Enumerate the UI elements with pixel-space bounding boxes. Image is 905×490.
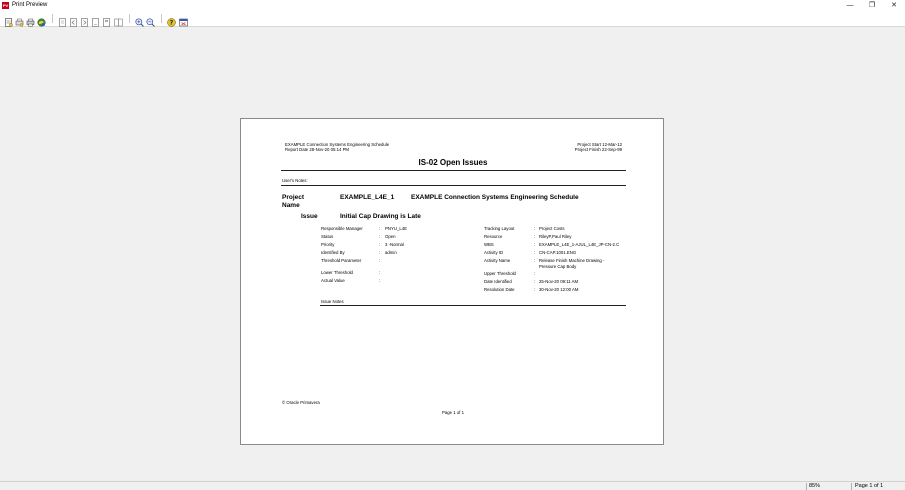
field-label: Priority [321,242,335,247]
last-page-icon [91,18,100,27]
project-id: EXAMPLE_L4E_1 [340,194,395,201]
zoom-out-icon [146,18,155,27]
field-value: Release Finish Machine Drawing - [539,258,605,263]
field-colon: : [534,279,536,284]
field-colon: : [379,258,381,263]
next-page-icon [80,18,89,27]
status-separator [851,483,852,490]
field-label: Actual Value [321,278,345,283]
zoom-in-icon [135,18,144,27]
field-value: 25-Nov-20 09:11 AM [539,279,579,284]
field-value: Open [385,234,396,239]
issue-label: Issue [301,213,318,220]
footer-copyright: © Oracle Primavera [282,400,320,405]
field-label: Status [321,234,334,239]
previous-page-button[interactable] [69,14,78,23]
print-setup-icon [15,18,24,27]
project-start: Project Start 12-Mar-12 [577,142,622,147]
help-icon [167,18,176,27]
field-colon: : [534,226,536,231]
field-value: 3 -Normal [385,242,404,247]
field-colon: : [379,270,381,275]
publish-icon [37,18,46,27]
status-bar [0,481,905,490]
preview-workspace[interactable] [0,28,905,480]
one-page-icon [102,18,111,27]
project-label: Project Name [282,194,305,209]
field-value: RileyP,Paul Riley [539,234,572,239]
toolbar-separator [161,14,162,23]
field-colon: : [534,271,536,276]
issue-notes-rule [320,305,626,306]
minimize-icon: — [846,2,854,9]
window-title: Print Preview [12,2,48,8]
multi-page-button[interactable] [114,14,123,23]
field-value: Project Costs [539,226,565,231]
app-icon: PV [2,3,9,8]
report-page [240,118,664,445]
project-finish: Project Finish 22-Sep-99 [574,147,622,152]
field-value: PNYU_L4E [385,226,407,231]
last-page-button[interactable] [91,14,100,23]
field-label: Lower Threshold [321,270,353,275]
field-label: Upper Threshold [484,271,516,276]
close-icon: ✕ [891,2,897,9]
zoom-out-button[interactable] [146,14,155,23]
multi-page-icon [114,18,123,27]
page-indicator: Page 1 of 1 [855,483,884,489]
zoom-in-button[interactable] [135,14,144,23]
field-label: Activity ID [484,250,504,255]
users-notes-label: User's Notes: [282,178,308,183]
report-header-project: EXAMPLE Connection Systems Engineering Schedule [285,142,390,147]
minimize-button[interactable] [839,0,861,11]
print-button[interactable] [26,14,35,23]
next-page-button[interactable] [80,14,89,23]
issue-name: Initial Cap Drawing is Late [340,213,421,220]
field-colon: : [534,234,536,239]
field-label: Date Identified [484,279,512,284]
restore-button[interactable] [861,0,883,11]
field-value: CN-CAP.1001.ENG [539,250,577,255]
toolbar [0,11,905,27]
zoom-level: 85% [809,483,821,489]
field-label: Identified By [321,250,345,255]
field-colon: : [379,242,381,247]
report-date: Report Date 28-Nov-20 05:14 PM [285,147,350,152]
svg-text:?: ? [169,19,174,27]
field-colon: : [379,226,381,231]
print-icon [26,18,35,27]
project-name: EXAMPLE Connection Systems Engineering Schedule [411,194,579,201]
field-label: Threshold Parameter [321,258,362,263]
one-page-button[interactable] [102,14,111,23]
field-colon: : [379,278,381,283]
publish-button[interactable] [37,14,46,23]
page-setup-button[interactable] [4,14,13,23]
title-rule [281,170,626,171]
issue-notes-label: Issue Notes [321,299,344,304]
close-preview-button[interactable] [179,14,188,23]
field-value: admin [385,250,397,255]
field-colon: : [534,250,536,255]
restore-icon: ❐ [868,2,876,9]
first-page-icon [58,18,67,27]
close-preview-icon [179,18,188,27]
field-colon: : [379,250,381,255]
field-colon: : [534,258,536,263]
field-value: EXAMPLE_L4E_1-AJUL_L4E_JP-CN-2.C [539,242,620,247]
field-label: Activity Name [484,258,511,263]
field-label: Responsible Manager [321,226,363,231]
previous-page-icon [69,18,78,27]
close-button[interactable] [883,0,905,11]
notes-rule [281,185,626,186]
field-colon: : [534,242,536,247]
footer-page-number: Page 1 of 1 [442,410,464,415]
field-label: WBS [484,242,494,247]
field-label: Resource [484,234,503,239]
status-separator [806,483,807,490]
field-value-continued: Pressure Cap Body [539,264,577,269]
toolbar-separator [129,14,130,23]
title-bar [0,0,905,11]
help-button[interactable] [167,14,176,27]
field-label: Resolution Date [484,287,515,292]
field-colon: : [534,287,536,292]
toolbar-separator [52,14,53,23]
field-label: Tracking Layout [484,226,515,231]
field-value: 30-Nov-20 12:00 AM [539,287,579,292]
field-colon: : [379,234,381,239]
page-setup-icon [4,18,13,27]
print-setup-button[interactable] [15,14,24,23]
report-title: IS-02 Open Issues [418,158,488,167]
first-page-button[interactable] [58,14,67,23]
